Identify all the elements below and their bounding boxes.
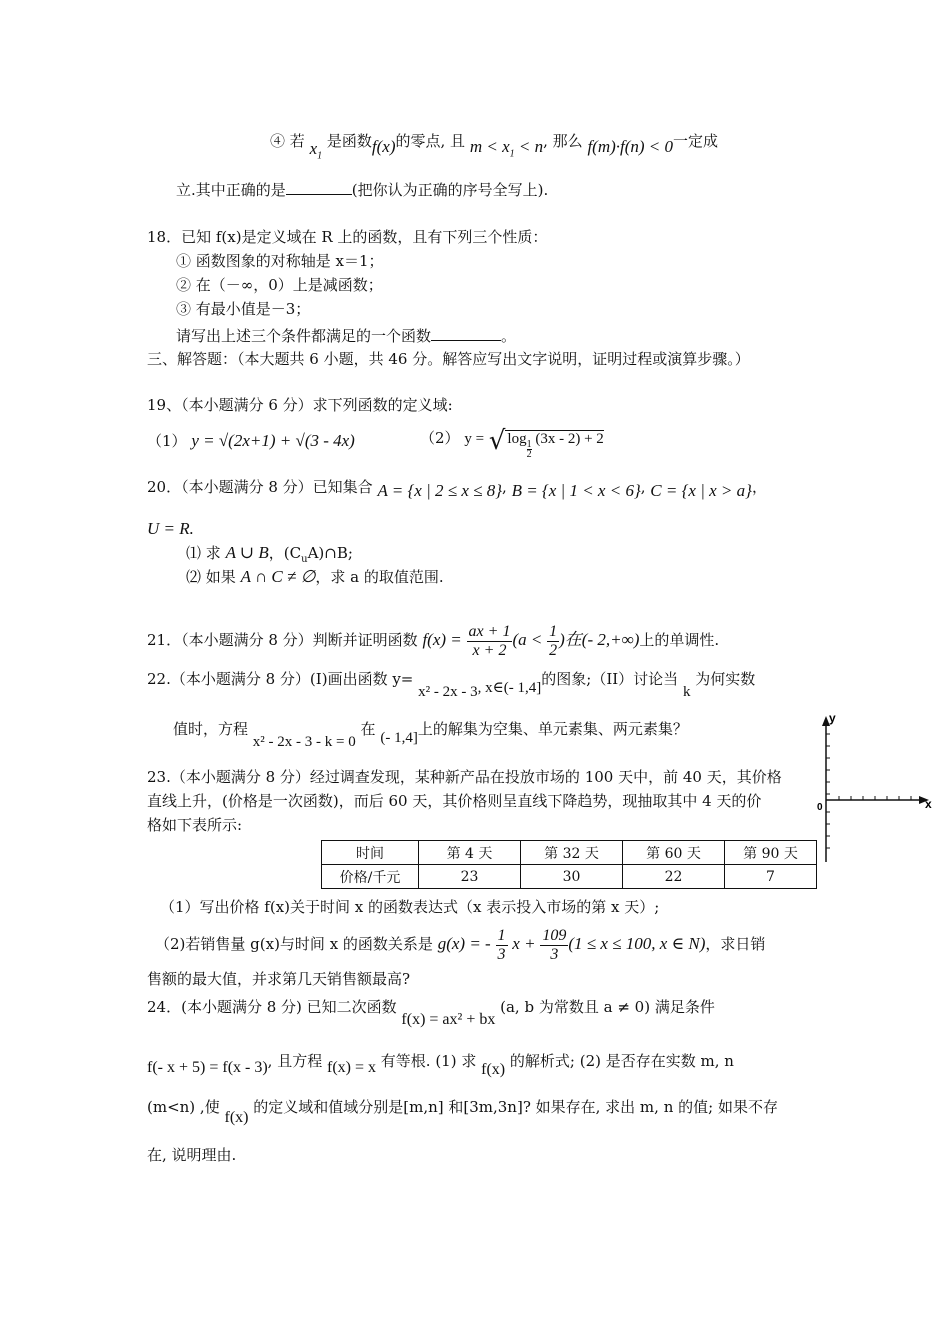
q23-line2: 直线上升，(价格是一次函数)，而后 60 天，其价格则呈直线下降趋势，现抽取其中 4 天的价 bbox=[147, 792, 762, 810]
q24-line4: 在, 说明理由. bbox=[147, 1146, 237, 1164]
table-cell: 23 bbox=[419, 865, 521, 889]
q23-line1: 23.（本小题满分 8 分）经过调查发现，某种新产品在投放市场的 100 天中，前 40 天，其价格 bbox=[147, 768, 782, 786]
coordinate-axes bbox=[815, 710, 935, 870]
q18-property-3: ③ 有最小值是－3； bbox=[176, 300, 311, 318]
q24-line1: 24．(本小题满分 8 分) 已知二次函数 f(x) = ax² + bx (a, b 为常数且 a ≠ 0) 满足条件 bbox=[147, 998, 715, 1028]
x-axis-label: x bbox=[925, 797, 932, 811]
q18-intro: 18．已知 f(x)是定义域在 R 上的函数，且有下列三个性质： bbox=[147, 228, 548, 246]
q17-item4-line1: ④ 若 $x_1$ 是函数f(x)的零点, 且 $m < x_1 < n$, 那么 f(m)·f(n) < 0一定成 bbox=[270, 132, 719, 162]
set-C: C = {x | x > a} bbox=[650, 481, 752, 500]
origin-label: 0 bbox=[817, 802, 823, 813]
table-cell: 第 32 天 bbox=[521, 841, 623, 865]
table-header-row bbox=[322, 841, 817, 865]
q23-part2: （2)若销售量 g(x)与时间 x 的函数关系是 g(x) = - $\frac{1}{3}$ x + $\frac{109}{3}$ (1 ≤ x ≤ 100, x ∈ N)，求日销 bbox=[155, 926, 766, 963]
sqrt-sign: √ bbox=[488, 426, 506, 456]
q19-part2: （2） y = √ log $\frac{1}{2}$ (3x - 2) + 2 bbox=[420, 426, 604, 460]
table-cell: 30 bbox=[521, 865, 623, 889]
product-expr: f(m)·f(n) < 0 bbox=[587, 137, 674, 156]
q22-line1: 22.（本小题满分 8 分）(I)画出函数 y= x² - 2x - 3, x∈(- 1,4]的图象;（II）讨论当 k 为何实数 bbox=[147, 670, 756, 700]
q17-item4-line2: 立.其中正确的是 (把你认为正确的序号全写上). bbox=[176, 178, 548, 201]
q21-fraction: $\frac{ax + 1}{x + 2}$ bbox=[468, 622, 511, 659]
q23-line3: 格如下表所示: bbox=[147, 816, 243, 834]
answer-blank bbox=[286, 178, 352, 195]
q18-property-1: ① 函数图象的对称轴是 x＝1； bbox=[176, 252, 384, 270]
q24-line2: f(- x + 5) = f(x - 3), 且方程 f(x) = x 有等根. (1) 求 f(x) 的解析式; (2) 是否存在实数 m, n bbox=[147, 1052, 734, 1078]
q18-property-2: ② 在（－∞，0）上是减函数； bbox=[176, 276, 383, 294]
set-A: A = {x | 2 ≤ x ≤ 8} bbox=[377, 481, 503, 500]
q23-part2-line2: 售额的最大值，并求第几天销售额最高? bbox=[147, 970, 411, 988]
q19-part1: （1） y = √(2x+1) + √(3 - 4x) bbox=[147, 431, 355, 450]
g-frac-2: $\frac{109}{3}$ bbox=[542, 926, 567, 963]
table-cell: 22 bbox=[623, 865, 725, 889]
q20-part2: ⑵ 如果 A ∩ C ≠ ∅，求 a 的取值范围. bbox=[186, 567, 444, 586]
set-B: B = {x | 1 < x < 6} bbox=[511, 481, 641, 500]
table-row bbox=[322, 865, 817, 889]
log-expr: log $\frac{1}{2}$ (3x - 2) + 2 bbox=[507, 431, 604, 460]
table-cell: 价格/千元 bbox=[322, 865, 419, 889]
g-frac-1: $\frac{1}{3}$ bbox=[497, 926, 506, 963]
q18-ask: 请写出上述三个条件都满足的一个函数 。 bbox=[176, 324, 516, 347]
q19-expr1: y = √(2x+1) + √(3 - 4x) bbox=[191, 431, 355, 450]
x1-symbol: $x_1$ bbox=[309, 139, 323, 162]
answer-blank bbox=[431, 324, 501, 341]
table-cell: 时间 bbox=[322, 841, 419, 865]
table-cell: 第 60 天 bbox=[623, 841, 725, 865]
q21-line: 21．（本小题满分 8 分）判断并证明函数 f(x) = $\frac{ax + 1}{x + 2}$ (a < $\frac{1}{2}$ )在(- 2,+∞)上的单调性. bbox=[147, 622, 720, 659]
fx-symbol: f(x) bbox=[371, 137, 396, 156]
price-table bbox=[321, 840, 817, 889]
table-cell: 第 4 天 bbox=[419, 841, 521, 865]
q23-part1: （1）写出价格 f(x)关于时间 x 的函数表达式（x 表示投入市场的第 x 天）; bbox=[160, 898, 660, 916]
q19-intro: 19、（本小题满分 6 分）求下列函数的定义域: bbox=[147, 396, 453, 414]
y-axis-label: y bbox=[829, 711, 836, 725]
q20-universe: U = R. bbox=[147, 519, 194, 538]
q22-line2: 值时，方程 x² - 2x - 3 - k = 0 在 (- 1,4]上的解集为空集、单元素集、两元素集？ bbox=[173, 720, 688, 750]
table-cell: 第 90 天 bbox=[725, 841, 817, 865]
table-cell: 7 bbox=[725, 865, 817, 889]
q20-part1: ⑴ 求 A ∪ B，$(C_uA)\cap B$; bbox=[186, 543, 353, 565]
ineq: $m < x_1 < n$ bbox=[469, 137, 544, 160]
q20-line1: 20．（本小题满分 8 分）已知集合 A = {x | 2 ≤ x ≤ 8}, B = {x | 1 < x < 6}, C = {x | x > a}， bbox=[147, 478, 767, 500]
q24-line3: (m<n) ,使 f(x) 的定义域和值域分别是[m,n] 和[3m,3n]? 如果存在, 求出 m, n 的值; 如果不存 bbox=[147, 1098, 778, 1126]
q21-half: $\frac{1}{2}$ bbox=[549, 622, 558, 659]
section-3-heading: 三、解答题：（本大题共 6 小题，共 46 分。解答应写出文字说明，证明过程或演算步骤。） bbox=[147, 350, 750, 368]
